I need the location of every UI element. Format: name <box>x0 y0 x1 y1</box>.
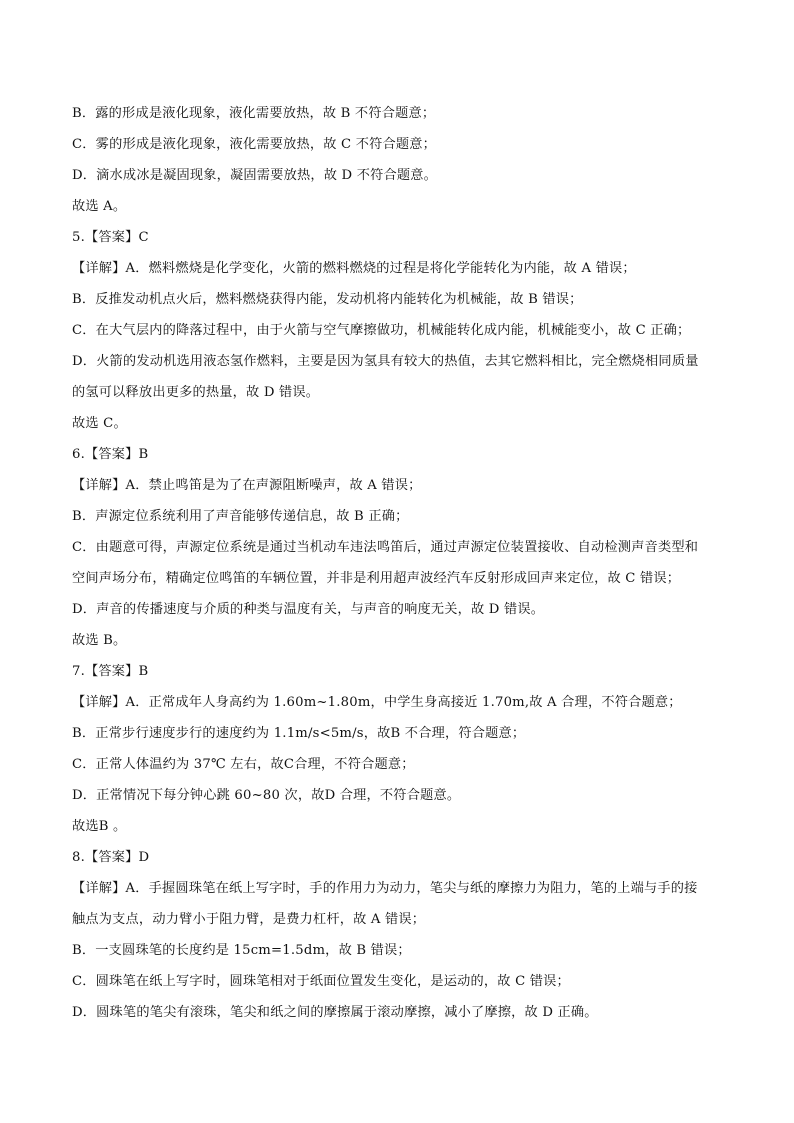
text-line: D．声音的传播速度与介质的种类与温度有关，与声音的响度无关，故 D 错误。 <box>72 602 545 617</box>
text-line: C．雾的形成是液化现象，液化需要放热，故 C 不符合题意； <box>72 137 437 152</box>
text-line: 【详解】A．正常成年人身高约为 1.60m~1.80m，中学生身高接近 1.70m,故 A 合理，不符合题意； <box>72 695 682 710</box>
text-line: 【详解】A．燃料燃烧是化学变化，火箭的燃料燃烧的过程是将化学能转化为内能，故 A 错误； <box>72 261 636 276</box>
text-line: C．在大气层内的降落过程中，由于火箭与空气摩擦做功，机械能转化成内能，机械能变小，故 C 正确； <box>72 323 691 338</box>
text-line: 【详解】A．禁止鸣笛是为了在声源阻断噪声，故 A 错误； <box>72 478 422 493</box>
text-line: B．一支圆珠笔的长度约是 15cm=1.5dm，故 B 错误； <box>72 943 411 958</box>
answer-heading: 7.【答案】B <box>72 664 149 679</box>
text-line: 的氢可以释放出更多的热量，故 D 错误。 <box>72 385 320 400</box>
text-line: C．正常人体温约为 37℃ 左右，故C合理，不符合题意； <box>72 757 415 772</box>
text-line: B．露的形成是液化现象，液化需要放热，故 B 不符合题意； <box>72 106 436 121</box>
text-line: D．圆珠笔的笔尖有滚珠，笔尖和纸之间的摩擦属于滚动摩擦，减小了摩擦，故 D 正确。 <box>72 1005 598 1020</box>
text-line: 故选 A。 <box>72 199 127 214</box>
text-line: D．火箭的发动机选用液态氢作燃料，主要是因为氢具有较大的热值，去其它燃料相比，完全燃烧相同质量 <box>72 354 699 369</box>
answer-heading: 8.【答案】D <box>72 850 150 865</box>
text-line: 故选B 。 <box>72 819 127 834</box>
text-line: 【详解】A．手握圆珠笔在纸上写字时，手的作用力为动力，笔尖与纸的摩擦力为阻力，笔的上端与手的接 <box>72 881 698 896</box>
answer-heading: 6.【答案】B <box>72 447 149 462</box>
text-line: C．由题意可得，声源定位系统是通过当机动车违法鸣笛后，通过声源定位装置接收、自动检测声音类型和 <box>72 540 699 555</box>
document-body <box>72 98 732 1028</box>
text-line: B．反推发动机点火后，燃料燃烧获得内能，发动机将内能转化为机械能，故 B 错误； <box>72 292 583 307</box>
text-line: 故选 B。 <box>72 633 127 648</box>
answer-heading: 5.【答案】C <box>72 230 149 245</box>
text-line: B．正常步行速度步行的速度约为 1.1m/s<5m/s，故B 不合理，符合题意； <box>72 726 526 741</box>
text-line: B．声源定位系统利用了声音能够传递信息，故 B 正确； <box>72 509 409 524</box>
text-line: 空间声场分布，精确定位鸣笛的车辆位置，并非是利用超声波经汽车反射形成回声来定位，故 C 错误； <box>72 571 681 586</box>
text-line: 触点为支点，动力臂小于阻力臂，是费力杠杆，故 A 错误； <box>72 912 426 927</box>
text-line: D．滴水成冰是凝固现象，凝固需要放热，故 D 不符合题意。 <box>72 168 438 183</box>
text-line: D．正常情况下每分钟心跳 60~80 次，故D 合理，不符合题意。 <box>72 788 461 803</box>
text-line: C．圆珠笔在纸上写字时，圆珠笔相对于纸面位置发生变化，是运动的，故 C 错误； <box>72 974 570 989</box>
text-line: 故选 C。 <box>72 416 127 431</box>
